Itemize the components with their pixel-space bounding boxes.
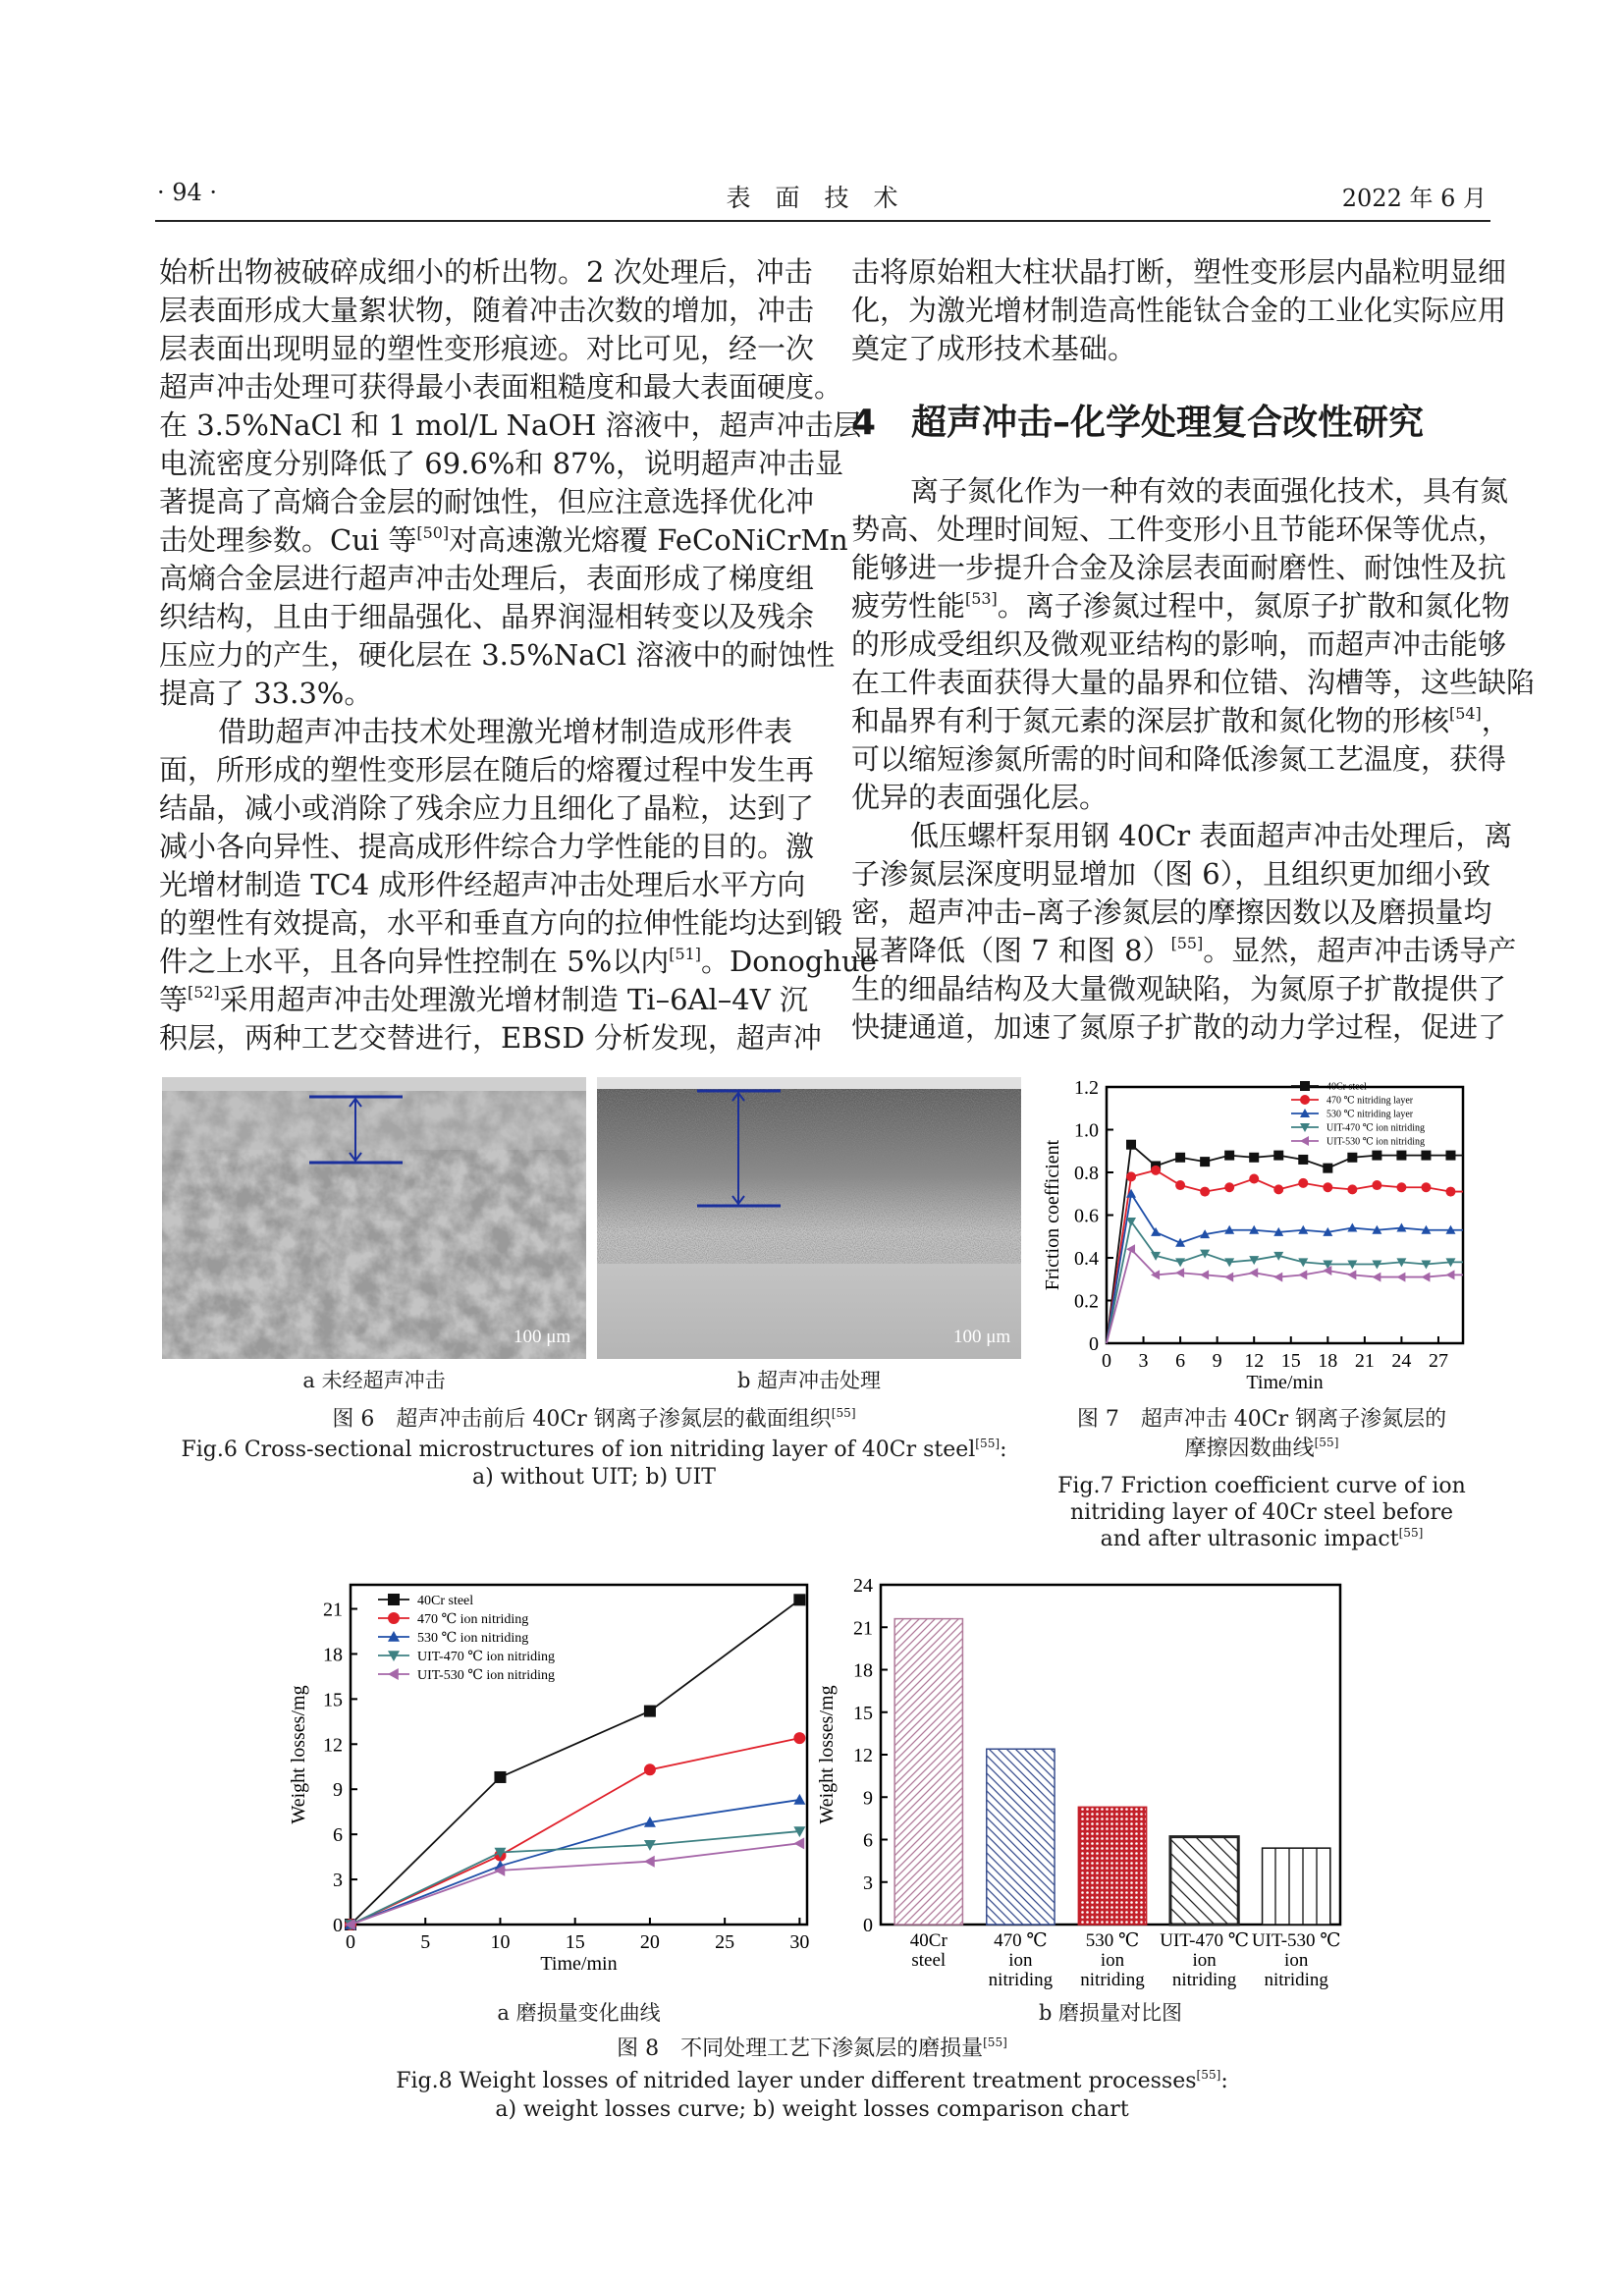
x-tick-label: 12 [1244, 1350, 1265, 1372]
y-tick-label: 21 [853, 1617, 873, 1640]
series-line [351, 1843, 799, 1925]
fig8a-weight-loss-curve [275, 1566, 825, 1988]
series-uit-470-ion-nitriding [1107, 1218, 1463, 1343]
x-tick-label: 5 [420, 1931, 431, 1953]
journal-name: 表 面 技 术 [726, 184, 898, 212]
data-point [1249, 1268, 1258, 1277]
series-530-nitriding-layer [1107, 1189, 1463, 1343]
fig6-sublabel-b: b 超声冲击处理 [736, 1369, 882, 1392]
legend-marker [1300, 1095, 1310, 1105]
data-point [1200, 1187, 1210, 1197]
data-point [793, 1594, 805, 1605]
legend-label: UIT-470 ℃ ion nitriding [1326, 1122, 1425, 1134]
text-line: 快捷通道，加速了氮原子扩散的动力学过程，促进了 [851, 1010, 1507, 1044]
text-line: 可以缩短渗氮所需的时间和降低渗氮工艺温度，获得 [851, 742, 1507, 776]
x-category-label: UIT-530 ℃ [1251, 1930, 1341, 1951]
text-line: 疲劳性能[53]。离子渗氮过程中，氮原子扩散和氮化物 [851, 589, 1510, 623]
x-tick-label: 0 [346, 1931, 355, 1953]
x-axis-label: Time/min [540, 1953, 618, 1975]
section-heading: 4 超声冲击–化学处理复合改性研究 [851, 403, 1425, 443]
data-point [1200, 1270, 1209, 1279]
x-tick-label: 0 [1102, 1350, 1111, 1372]
data-point [1372, 1180, 1381, 1190]
legend-label: 470 ℃ nitriding layer [1326, 1095, 1414, 1107]
data-point [1396, 1182, 1406, 1192]
data-point [1323, 1164, 1332, 1173]
text-line: 高熵合金层进行超声冲击处理后，表面形成了梯度组 [159, 562, 815, 595]
y-tick-label: 12 [323, 1734, 343, 1757]
text-line: 的塑性有效提高，水平和垂直方向的拉伸性能均达到锻 [159, 906, 843, 940]
text-line: 提高了 33.3%。 [159, 677, 373, 710]
y-tick-label: 9 [333, 1779, 343, 1802]
text-line: 层表面形成大量絮状物，随着冲击次数的增加，冲击 [159, 294, 815, 327]
header-rule [155, 220, 1490, 222]
left-text-column [159, 253, 877, 1058]
bar [1263, 1848, 1330, 1925]
text-line: 密，超声冲击–离子渗氮层的摩擦因数以及磨损量均 [851, 895, 1492, 929]
x-category-label: UIT-470 ℃ [1160, 1930, 1249, 1951]
x-category-label: ion [1284, 1950, 1309, 1971]
data-point [1396, 1151, 1406, 1161]
fig6-sublabel-a: a 未经超声冲击 [302, 1369, 446, 1392]
data-point [1249, 1153, 1259, 1163]
data-point [1273, 1184, 1283, 1194]
legend-label: 40Cr steel [417, 1593, 474, 1608]
legend-marker [1300, 1136, 1309, 1146]
data-point [1151, 1166, 1161, 1175]
data-point [1151, 1227, 1161, 1236]
y-tick-label: 6 [333, 1824, 343, 1847]
x-tick-label: 6 [1175, 1350, 1186, 1372]
text-line: 生的细晶结构及大量微观缺陷，为氮原子扩散提供了 [851, 972, 1507, 1005]
fig6-caption-cn: 图 6 超声冲击前后 40Cr 钢离子渗氮层的截面组织[55] [332, 1405, 856, 1432]
data-point [1372, 1151, 1381, 1161]
y-tick-label: 0 [333, 1915, 343, 1936]
data-point [1421, 1273, 1430, 1282]
data-point [1200, 1157, 1210, 1167]
data-point [1175, 1180, 1185, 1190]
fig8-caption-cn: 图 8 不同处理工艺下渗氮层的磨损量[55] [617, 2035, 1007, 2061]
fig6-micrographs [162, 1077, 1021, 1359]
data-point [1175, 1268, 1184, 1277]
fig7-caption-cn: 图 7 超声冲击 40Cr 钢离子渗氮层的 [1076, 1407, 1447, 1432]
x-category-label: nitriding [1080, 1970, 1145, 1990]
data-point [1175, 1153, 1185, 1163]
data-point [494, 1771, 506, 1783]
legend-label: UIT-530 ℃ ion nitriding [417, 1667, 555, 1683]
bar [987, 1749, 1055, 1925]
data-point [1224, 1273, 1233, 1282]
data-point [644, 1764, 656, 1775]
right-text-column [851, 472, 1536, 1047]
series-line [351, 1800, 799, 1925]
data-point [1224, 1151, 1234, 1161]
bar [894, 1619, 962, 1925]
y-tick-label: 18 [853, 1659, 873, 1682]
y-tick-label: 1.0 [1074, 1119, 1099, 1142]
data-point [1126, 1140, 1136, 1150]
data-point [1323, 1182, 1332, 1192]
x-tick-label: 15 [565, 1931, 585, 1953]
y-tick-label: 3 [333, 1870, 343, 1892]
text-line: 件之上水平，且各向异性控制在 5%以内[51]。Donoghue [159, 945, 877, 978]
text-line: 超声冲击处理可获得最小表面粗糙度和最大表面硬度。 [159, 370, 843, 404]
text-line: 电流密度分别降低了 69.6%和 87%，说明超声冲击显 [159, 447, 844, 480]
text-line: 子渗氮层深度明显增加（图 6），且组织更加细小致 [851, 857, 1491, 891]
fig7-caption-cn-2: 摩擦因数曲线[55] [1184, 1435, 1339, 1461]
data-point [1421, 1151, 1431, 1161]
y-tick-label: 9 [863, 1787, 873, 1810]
data-point [1298, 1270, 1307, 1279]
data-point [1347, 1153, 1357, 1163]
x-axis-label: Time/min [1246, 1372, 1324, 1393]
series-line [1107, 1221, 1463, 1343]
text-line: 离子氮化作为一种有效的表面强化技术，具有氮 [910, 474, 1509, 508]
x-tick-label: 25 [715, 1931, 735, 1953]
text-line: 击将原始粗大柱状晶打断，塑性变形层内晶粒明显细 [851, 255, 1507, 289]
y-tick-label: 0 [863, 1915, 873, 1936]
x-tick-label: 9 [1212, 1350, 1222, 1372]
text-line: 能够进一步提升合金及涂层表面耐磨性、耐蚀性及抗 [851, 551, 1507, 584]
series-40cr-steel [345, 1594, 805, 1930]
legend-marker [388, 1612, 400, 1624]
text-line: 的形成受组织及微观亚结构的影响，而超声冲击能够 [851, 627, 1507, 661]
data-point [1445, 1187, 1455, 1197]
fig8-sublabel-a: a 磨损量变化曲线 [497, 2001, 661, 2025]
data-point [1347, 1270, 1356, 1279]
data-point [1273, 1151, 1283, 1161]
y-tick-label: 15 [853, 1702, 873, 1724]
text-line: 光增材制造 TC4 成形件经超声冲击处理后水平方向 [159, 868, 806, 901]
micrograph-b [597, 1077, 1021, 1359]
legend-marker [1300, 1081, 1310, 1091]
text-line: 和晶界有利于氮元素的深层扩散和氮化物的形核[54]， [851, 704, 1510, 737]
y-tick-label: 3 [863, 1872, 873, 1894]
text-line: 织结构，且由于细晶强化、晶界润湿相转变以及残余 [159, 600, 815, 633]
data-point [1396, 1273, 1405, 1282]
y-tick-label: 0.8 [1074, 1163, 1099, 1184]
text-line: 低压螺杆泵用钢 40Cr 表面超声冲击处理后，离 [910, 819, 1513, 852]
text-line: 减小各向异性、提高成形件综合力学性能的目的。激 [159, 830, 815, 863]
y-tick-label: 0 [1089, 1333, 1099, 1355]
fig7-caption-en-3: and after ultrasonic impact[55] [1100, 1525, 1424, 1551]
scale-bar-b: 100 μm [953, 1327, 1011, 1347]
data-point [793, 1794, 805, 1805]
data-point [1249, 1174, 1259, 1184]
series-uit-530-ion-nitriding [345, 1837, 804, 1930]
data-point [1224, 1182, 1234, 1192]
page-number: · 94 · [157, 179, 218, 206]
text-line: 层表面出现明显的塑性变形痕迹。对比可见，经一次 [159, 332, 815, 365]
legend-label: UIT-470 ℃ ion nitriding [417, 1649, 555, 1664]
fig6-caption-en-2: a) without UIT; b) UIT [472, 1465, 716, 1490]
legend-label: 530 ℃ ion nitriding [417, 1630, 529, 1646]
data-point [793, 1837, 804, 1849]
text-line: 击处理参数。Cui 等[50]对高速激光熔覆 FeCoNiCrMn [159, 523, 848, 557]
y-tick-label: 24 [853, 1575, 873, 1597]
fig6-caption-en: Fig.6 Cross-sectional microstructures of ion nitriding layer of 40Cr steel[55]: [181, 1436, 1007, 1462]
series-line [351, 1831, 799, 1925]
data-point [644, 1706, 656, 1717]
text-line: 著提高了高熵合金层的耐蚀性，但应注意选择优化冲 [159, 485, 815, 518]
y-axis-label: Weight losses/mg [288, 1685, 309, 1824]
text-line: 优异的表面强化层。 [851, 781, 1109, 814]
y-tick-label: 0.2 [1074, 1290, 1099, 1313]
text-line: 奠定了成形技术基础。 [851, 332, 1137, 365]
text-line: 等[52]采用超声冲击处理激光增材制造 Ti–6Al–4V 沉 [159, 983, 808, 1016]
y-tick-label: 18 [323, 1644, 343, 1666]
text-line: 借助超声冲击技术处理激光增材制造成形件表 [218, 715, 792, 748]
x-tick-label: 10 [490, 1931, 511, 1953]
y-tick-label: 15 [323, 1689, 343, 1711]
fig8-sublabel-b: b 磨损量对比图 [1038, 2001, 1183, 2025]
fig8-caption-en-2: a) weight losses curve; b) weight losses comparison chart [495, 2097, 1129, 2122]
x-category-label: 40Cr [909, 1930, 947, 1951]
y-tick-label: 0.6 [1074, 1205, 1099, 1227]
series-uit-470-ion-nitriding [345, 1826, 805, 1930]
data-point [644, 1856, 655, 1868]
legend-label: 40Cr steel [1326, 1081, 1367, 1093]
series-line [351, 1738, 799, 1925]
data-point [1298, 1155, 1308, 1165]
y-tick-label: 1.2 [1074, 1077, 1099, 1099]
data-point [1445, 1270, 1454, 1279]
x-category-label: steel [911, 1950, 947, 1971]
data-point [1372, 1273, 1380, 1282]
text-line: 面，所形成的塑性变形层在随后的熔覆过程中发生再 [159, 753, 815, 787]
text-line: 在 3.5%NaCl 和 1 mol/L NaOH 溶液中，超声冲击层 [159, 408, 862, 442]
text-line: 积层，两种工艺交替进行，EBSD 分析发现，超声冲 [159, 1021, 822, 1055]
series-line [1107, 1194, 1463, 1343]
right-text-column-top [851, 253, 1507, 368]
x-category-label: ion [1100, 1950, 1125, 1971]
text-line: 压应力的产生，硬化层在 3.5%NaCl 溶液中的耐蚀性 [159, 638, 836, 672]
y-axis-label: Friction coefficient [1042, 1139, 1063, 1291]
data-point [793, 1732, 805, 1744]
x-category-label: nitriding [1264, 1970, 1328, 1990]
text-line: 结晶，减小或消除了残余应力且细化了晶粒，达到了 [159, 791, 815, 825]
legend-label: 530 ℃ nitriding layer [1326, 1109, 1414, 1120]
x-category-label: 530 ℃ [1085, 1930, 1140, 1951]
text-line: 势高、处理时间短、工件变形小且节能环保等优点， [851, 513, 1507, 546]
data-point [1445, 1151, 1455, 1161]
series-470-nitriding-layer [1107, 1166, 1463, 1343]
legend [378, 1594, 555, 1683]
y-tick-label: 0.4 [1074, 1248, 1099, 1270]
x-tick-label: 21 [1354, 1350, 1375, 1372]
y-tick-label: 12 [853, 1745, 873, 1766]
x-tick-label: 30 [789, 1931, 810, 1953]
micrograph-a [162, 1077, 586, 1359]
text-line: 始析出物被破碎成细小的析出物。2 次处理后，冲击 [159, 255, 813, 289]
fig7-caption-en-2: nitriding layer of 40Cr steel before [1069, 1500, 1454, 1525]
bar [1078, 1807, 1146, 1925]
legend [1291, 1081, 1425, 1148]
text-line: 显著降低（图 7 和图 8）[55]。显然，超声冲击诱导产 [851, 934, 1517, 967]
scale-bar-a: 100 μm [514, 1327, 571, 1347]
fig8b-weight-loss-bars [815, 1566, 1365, 1998]
data-point [1347, 1184, 1357, 1194]
x-tick-label: 15 [1280, 1350, 1301, 1372]
bar [1170, 1837, 1238, 1925]
x-tick-label: 27 [1428, 1350, 1448, 1372]
legend-marker [388, 1594, 400, 1605]
x-tick-label: 24 [1391, 1350, 1412, 1372]
legend-label: 470 ℃ ion nitriding [417, 1611, 529, 1627]
data-point [1273, 1273, 1282, 1282]
y-tick-label: 6 [863, 1829, 873, 1852]
fig7-friction-chart [1021, 1070, 1492, 1404]
legend-label: UIT-530 ℃ ion nitriding [1326, 1136, 1425, 1148]
data-point [1421, 1182, 1431, 1192]
x-tick-label: 20 [639, 1931, 660, 1953]
data-point [1175, 1258, 1185, 1267]
x-category-label: ion [1192, 1950, 1217, 1971]
y-tick-label: 21 [323, 1599, 343, 1621]
text-line: 在工件表面获得大量的晶界和位错、沟槽等，这些缺陷 [851, 666, 1536, 699]
x-category-label: ion [1008, 1950, 1033, 1971]
legend-marker [388, 1668, 399, 1680]
series-uit-530-ion-nitriding [1107, 1244, 1463, 1343]
series-line [1107, 1145, 1463, 1343]
fig7-caption-en: Fig.7 Friction coefficient curve of ion [1057, 1474, 1466, 1498]
issue-date: 2022 年 6 月 [1341, 185, 1487, 212]
data-point [1126, 1171, 1136, 1181]
x-category-label: 470 ℃ [994, 1930, 1048, 1951]
fig8-caption-en: Fig.8 Weight losses of nitrided layer under different treatment processes[55]: [396, 2067, 1228, 2093]
x-tick-label: 18 [1318, 1350, 1338, 1372]
text-line: 化，为激光增材制造高性能钛合金的工业化实际应用 [851, 294, 1507, 327]
data-point [1126, 1189, 1136, 1198]
x-category-label: nitriding [1171, 1970, 1237, 1990]
y-axis-label: Weight losses/mg [816, 1685, 838, 1824]
data-point [1298, 1178, 1308, 1188]
x-tick-label: 3 [1138, 1350, 1149, 1372]
x-category-label: nitriding [988, 1970, 1054, 1990]
